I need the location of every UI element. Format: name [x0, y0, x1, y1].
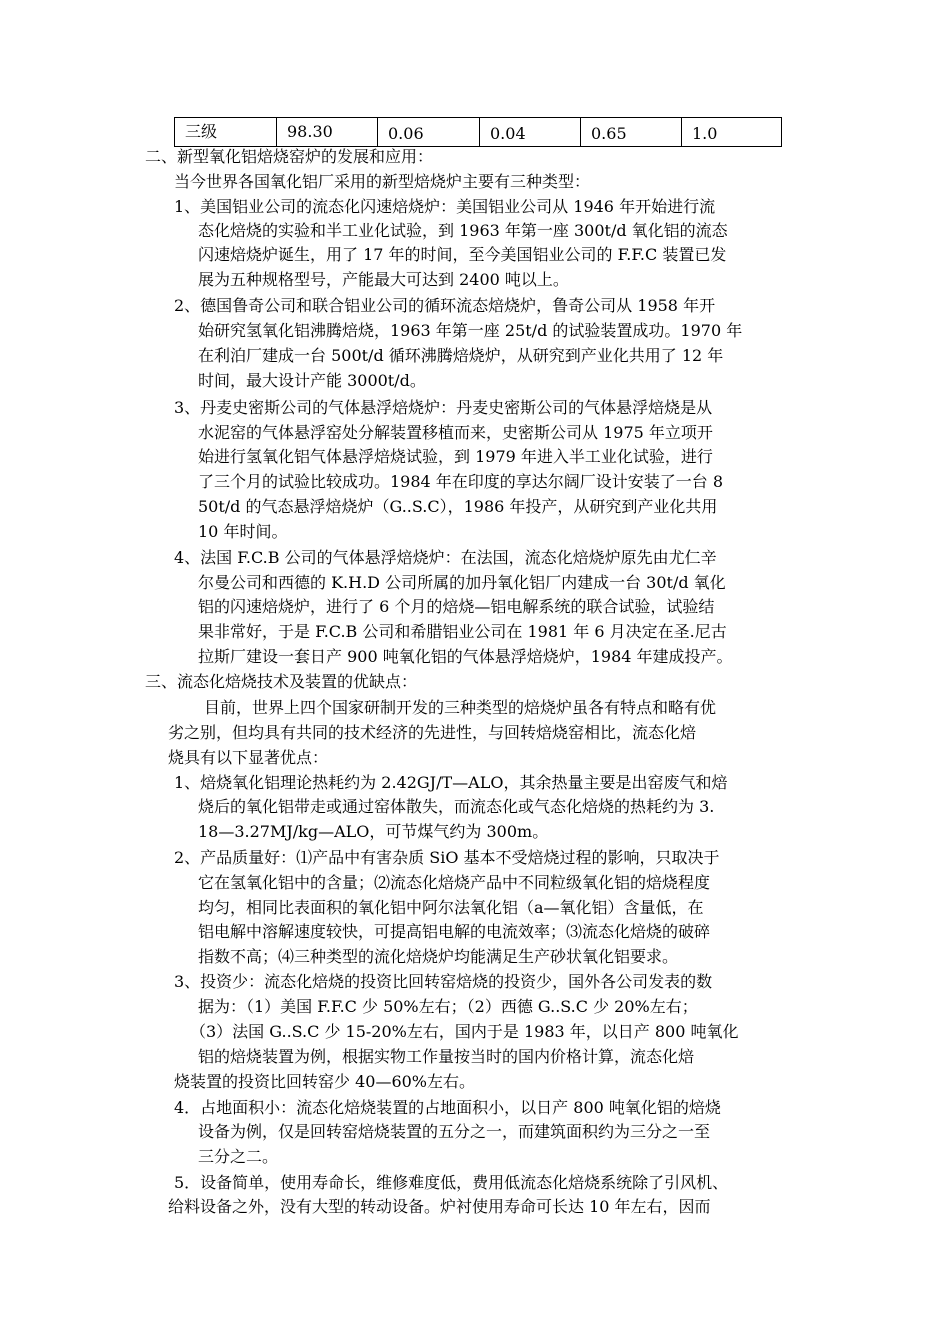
paragraph-line: 了三个月的试验比较成功。1984 年在印度的享达尔阔厂设计安装了一台 8	[198, 472, 724, 491]
table-cell: 98.30	[277, 118, 378, 147]
list-item-line: 1、焙烧氧化铝理论热耗约为 2.42GJ/T—ALO，其余热量主要是出窑废气和焙	[174, 773, 728, 792]
paragraph-line: 18—3.27MJ/kg—ALO，可节煤气约为 300m。	[198, 822, 549, 841]
paragraph-line: 烧装置的投资比回转窑少 40—60%左右。	[174, 1072, 476, 1091]
paragraph-line: 目前，世界上四个国家研制开发的三种类型的焙烧炉虽各有特点和略有优	[204, 698, 717, 717]
paragraph-line: 50t/d 的气态悬浮焙烧炉（G..S.C），1986 年投产，从研究到产业化共用	[198, 497, 718, 516]
paragraph-line: 铝的焙烧装置为例，根据实物工作量按当时的国内价格计算，流态化焙	[198, 1047, 695, 1066]
table-cell: 0.06	[378, 118, 480, 147]
section-heading: 二、新型氧化铝焙烧窑炉的发展和应用：	[145, 147, 434, 166]
table-cell: 0.65	[581, 118, 682, 147]
paragraph-line: 闪速焙烧炉诞生，用了 17 年的时间，至今美国铝业公司的 F.F.C 装置已发	[198, 245, 727, 264]
paragraph-line: 给料设备之外，没有大型的转动设备。炉衬使用寿命可长达 10 年左右，因而	[168, 1197, 711, 1216]
table-cell: 0.04	[480, 118, 581, 147]
list-item-line: 3、投资少：流态化焙烧的投资比回转窑焙烧的投资少，国外各公司发表的数	[174, 972, 713, 991]
paragraph-line: 当今世界各国氧化铝厂采用的新型焙烧炉主要有三种类型：	[174, 172, 591, 191]
paragraph-line: 尔曼公司和西德的 K.H.D 公司所属的加丹氧化铝厂内建成一台 30t/d 氧化	[198, 573, 726, 592]
paragraph-line: 态化焙烧的实验和半工业化试验，到 1963 年第一座 300t/d 氧化铝的流态	[198, 221, 728, 240]
paragraph-line: 铝电解中溶解速度较快，可提高铝电解的电流效率；⑶流态化焙烧的破碎	[198, 922, 711, 941]
list-item-line: 4．占地面积小：流态化焙烧装置的占地面积小，以日产 800 吨氧化铝的焙烧	[174, 1098, 721, 1117]
paragraph-line: 展为五种规格型号，产能最大可达到 2400 吨以上。	[198, 270, 569, 289]
paragraph-line: 均匀，相同比表面积的氧化铝中阿尔法氧化铝（a—氧化铝）含量低，在	[198, 898, 704, 917]
paragraph-line: （3）法国 G..S.C 少 15-20%左右，国内于是 1983 年，以日产 800 吨氧化	[190, 1022, 739, 1041]
paragraph-line: 果非常好，于是 F.C.B 公司和希腊铝业公司在 1981 年 6 月决定在圣.尼古	[198, 622, 727, 641]
paragraph-line: 三分之二。	[198, 1147, 279, 1166]
list-item-line: 2、产品质量好：⑴产品中有害杂质 SiO 基本不受焙烧过程的影响，只取决于	[174, 848, 720, 867]
paragraph-line: 设备为例，仅是回转窑焙烧装置的五分之一，而建筑面积约为三分之一至	[198, 1122, 711, 1141]
grade-table	[174, 117, 782, 147]
table-cell: 1.0	[682, 118, 782, 147]
paragraph-line: 指数不高；⑷三种类型的流化焙烧炉均能满足生产砂状氧化铝要求。	[198, 947, 679, 966]
list-item-line: 5．设备简单，使用寿命长，维修难度低，费用低流态化焙烧系统除了引风机、	[174, 1173, 729, 1192]
paragraph-line: 烧具有以下显著优点：	[168, 748, 329, 767]
paragraph-line: 时间，最大设计产能 3000t/d。	[198, 371, 426, 390]
paragraph-line: 10 年时间。	[198, 522, 288, 541]
section-heading: 三、流态化焙烧技术及装置的优缺点：	[145, 672, 418, 691]
paragraph-line: 据为：（1）美国 F.F.C 少 50%左右；（2）西德 G..S.C 少 20%左右；	[198, 997, 698, 1016]
paragraph-line: 在利泊厂建成一台 500t/d 循环沸腾焙烧炉，从研究到产业化共用了 12 年	[198, 346, 724, 365]
paragraph-line: 始研究氢氧化铝沸腾焙烧，1963 年第一座 25t/d 的试验装置成功。1970 年	[198, 321, 743, 340]
paragraph-line: 拉斯厂建设一套日产 900 吨氧化铝的气体悬浮焙烧炉，1984 年建成投产。	[198, 647, 733, 666]
list-item-line: 4、法国 F.C.B 公司的气体悬浮焙烧炉：在法国，流态化焙烧炉原先由尤仁辛	[174, 548, 717, 567]
paragraph-line: 水泥窑的气体悬浮窑处分解装置移植而来，史密斯公司从 1975 年立项开	[198, 423, 713, 442]
list-item-line: 3、丹麦史密斯公司的气体悬浮焙烧炉：丹麦史密斯公司的气体悬浮焙烧是从	[174, 398, 713, 417]
list-item-line: 1、美国铝业公司的流态化闪速焙烧炉：美国铝业公司从 1946 年开始进行流	[174, 197, 716, 216]
paragraph-line: 始进行氢氧化铝气体悬浮焙烧试验，到 1979 年进入半工业化试验，进行	[198, 447, 713, 466]
paragraph-line: 烧后的氧化铝带走或通过窑体散失，而流态化或气态化焙烧的热耗约为 3.	[198, 797, 715, 816]
paragraph-line: 它在氢氧化铝中的含量；⑵流态化焙烧产品中不同粒级氧化铝的焙烧程度	[198, 873, 711, 892]
paragraph-line: 劣之别，但均具有共同的技术经济的先进性，与回转焙烧窑相比，流态化焙	[168, 723, 697, 742]
list-item-line: 2、德国鲁奇公司和联合铝业公司的循环流态焙烧炉，鲁奇公司从 1958 年开	[174, 296, 716, 315]
paragraph-line: 铝的闪速焙烧炉，进行了 6 个月的焙烧—铝电解系统的联合试验，试验结	[198, 597, 715, 616]
table-row	[175, 118, 782, 147]
table-cell: 三级	[175, 118, 277, 147]
